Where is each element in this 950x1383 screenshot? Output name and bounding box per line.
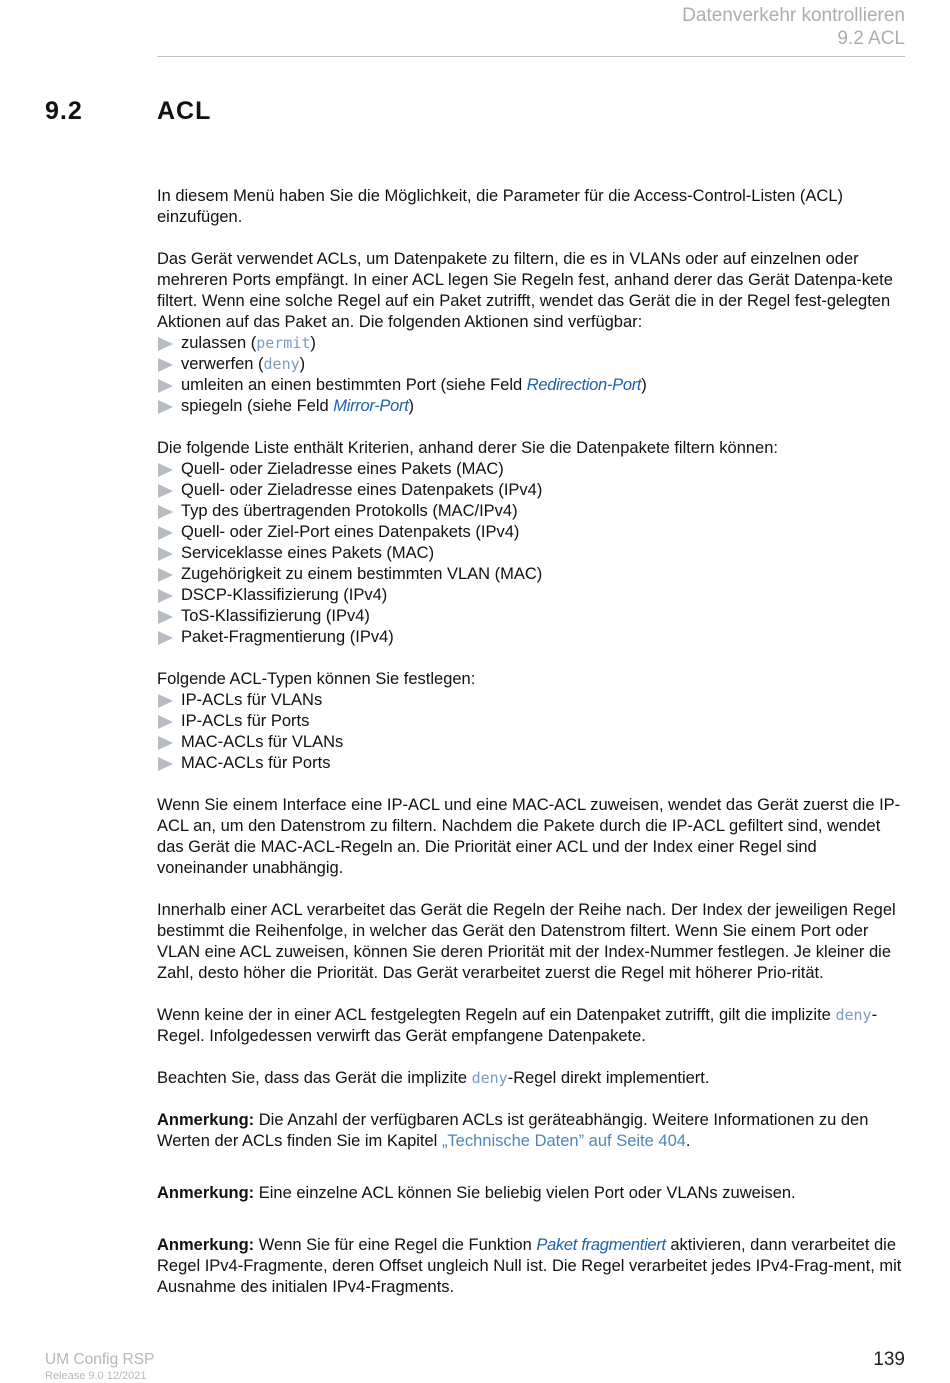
triangle-bullet-icon — [158, 463, 173, 477]
body-text — [157, 186, 907, 1298]
code-term: deny — [835, 1006, 872, 1024]
list-item: ToS-Klassifizierung (IPv4) — [157, 606, 907, 627]
triangle-bullet-icon — [158, 484, 173, 498]
list-item: verwerfen (deny) — [157, 354, 907, 375]
list-item: Paket-Fragmentierung (IPv4) — [157, 627, 907, 648]
page-number: 139 — [873, 1349, 905, 1370]
list-item: Typ des übertragenden Protokolls (MAC/IPv4) — [157, 501, 907, 522]
triangle-bullet-icon — [158, 379, 173, 393]
triangle-bullet-icon — [158, 757, 173, 771]
acl-description-paragraph: Das Gerät verwendet ACLs, um Datenpakete zu filtern, die es in VLANs oder auf einzelnen oder mehreren Ports empfängt. In einer ACL legen Sie Regeln fest, anhand derer das Gerät Datenpa-kete filtert. Wenn eine solche Regel auf ein Paket zutrifft, wendet das Gerät die in der Regel fest-gelegten Aktionen auf das Paket an. Die folgenden Aktionen sind verfügbar: — [157, 250, 893, 331]
triangle-bullet-icon — [158, 358, 173, 372]
list-item: Serviceklasse eines Pakets (MAC) — [157, 543, 907, 564]
list-item: DSCP-Klassifizierung (IPv4) — [157, 585, 907, 606]
field-reference-paket-fragmentiert: Paket fragmentiert — [536, 1236, 666, 1254]
triangle-bullet-icon — [158, 715, 173, 729]
triangle-bullet-icon — [158, 631, 173, 645]
field-reference-mirror-port: Mirror-Port — [333, 397, 409, 415]
triangle-bullet-icon — [158, 694, 173, 708]
note-acl-assign: Anmerkung: Eine einzelne ACL können Sie beliebig vielen Port oder VLANs zuweisen. — [157, 1184, 796, 1202]
interface-paragraph: Wenn Sie einem Interface eine IP-ACL und eine MAC-ACL zuweisen, wendet das Gerät zuerst die IP-ACL an, um den Datenstrom zu filtern. Nachdem die Pakete durch die IP-ACL gefiltert sind, wendet das Gerät die MAC-ACL-Regeln an. Die Priorität einer ACL und der Index einer Regel sind voneinander unabhängig. — [157, 796, 901, 877]
code-term: deny — [263, 355, 300, 373]
header-chapter: Datenverkehr kontrollieren — [682, 5, 905, 26]
note-fragment: Anmerkung: Wenn Sie für eine Regel die Funktion Paket fragmentiert aktivieren, dann verarbeitet die Regel IPv4-Fragmente, deren Offset ungleich Null ist. Die Regel verarbeitet jedes IPv4-Frag-ment, mit Ausnahme des initialen IPv4-Fragments. — [157, 1236, 902, 1296]
implicit-deny-note: Beachten Sie, dass das Gerät die implizite deny-Regel direkt implementiert. — [157, 1069, 710, 1087]
triangle-bullet-icon — [158, 400, 173, 414]
actions-list — [157, 333, 907, 417]
list-item: Quell- oder Zieladresse eines Pakets (MAC) — [157, 459, 907, 480]
list-item: MAC-ACLs für Ports — [157, 753, 907, 774]
list-item: umleiten an einen bestimmten Port (siehe Feld Redirection-Port) — [157, 375, 907, 396]
triangle-bullet-icon — [158, 610, 173, 624]
triangle-bullet-icon — [158, 568, 173, 582]
note-label: Anmerkung: — [157, 1111, 255, 1129]
header-section: 9.2 ACL — [837, 28, 905, 49]
implicit-deny-paragraph: Wenn keine der in einer ACL festgelegten Regeln auf ein Datenpaket zutrifft, gilt die implizite deny-Regel. Infolgedessen verwirft das Gerät empfangene Datenpakete. — [157, 1006, 878, 1045]
triangle-bullet-icon — [158, 505, 173, 519]
triangle-bullet-icon — [158, 526, 173, 540]
rule-order-paragraph: Innerhalb einer ACL verarbeitet das Gerät die Regeln der Reihe nach. Der Index der jeweiligen Regel bestimmt die Reihenfolge, in welcher das Gerät den Datenstrom filtert. Wenn Sie einem Port oder VLAN eine ACL zuweisen, können Sie deren Priorität mit der Index-Nummer festlegen. Je kleiner die Zahl, desto höher die Priorität. Das Gerät verarbeitet zuerst die Regel mit höherer Prio-rität. — [157, 901, 896, 982]
list-item: spiegeln (siehe Feld Mirror-Port) — [157, 396, 907, 417]
intro-paragraph: In diesem Menü haben Sie die Möglichkeit, die Parameter für die Access-Control-Listen (ACL) einzufügen. — [157, 187, 843, 226]
footer-release: Release 9.0 12/2021 — [45, 1370, 147, 1382]
code-term: permit — [256, 334, 311, 352]
types-intro: Folgende ACL-Typen können Sie festlegen: — [157, 670, 476, 688]
triangle-bullet-icon — [158, 547, 173, 561]
list-item: Quell- oder Ziel-Port eines Datenpakets (IPv4) — [157, 522, 907, 543]
note-label: Anmerkung: — [157, 1236, 255, 1254]
triangle-bullet-icon — [158, 736, 173, 750]
note-label: Anmerkung: — [157, 1184, 255, 1202]
list-item: zulassen (permit) — [157, 333, 907, 354]
technical-data-link[interactable]: „Technische Daten” auf Seite 404 — [441, 1132, 686, 1150]
field-reference-redirection-port: Redirection-Port — [526, 376, 642, 394]
section-title: ACL — [157, 97, 212, 125]
list-item: Quell- oder Zieladresse eines Datenpakets (IPv4) — [157, 480, 907, 501]
list-item: Zugehörigkeit zu einem bestimmten VLAN (MAC) — [157, 564, 907, 585]
list-item: MAC-ACLs für VLANs — [157, 732, 907, 753]
list-item: IP-ACLs für Ports — [157, 711, 907, 732]
list-item: IP-ACLs für VLANs — [157, 690, 907, 711]
note-acl-count: Anmerkung: Die Anzahl der verfügbaren ACLs ist geräteabhängig. Weitere Informationen zu den Werten der ACLs finden Sie im Kapitel „Technische Daten” auf Seite 404. — [157, 1111, 869, 1150]
triangle-bullet-icon — [158, 589, 173, 603]
triangle-bullet-icon — [158, 337, 173, 351]
criteria-list — [157, 459, 907, 648]
code-term: deny — [471, 1069, 508, 1087]
footer-doc-title: UM Config RSP — [45, 1351, 155, 1368]
footer-document — [45, 1351, 154, 1383]
acl-types-list — [157, 690, 907, 774]
criteria-intro: Die folgende Liste enthält Kriterien, anhand derer Sie die Datenpakete filtern können: — [157, 439, 778, 457]
running-header — [682, 4, 905, 50]
header-divider — [157, 56, 905, 57]
section-number: 9.2 — [45, 97, 83, 125]
